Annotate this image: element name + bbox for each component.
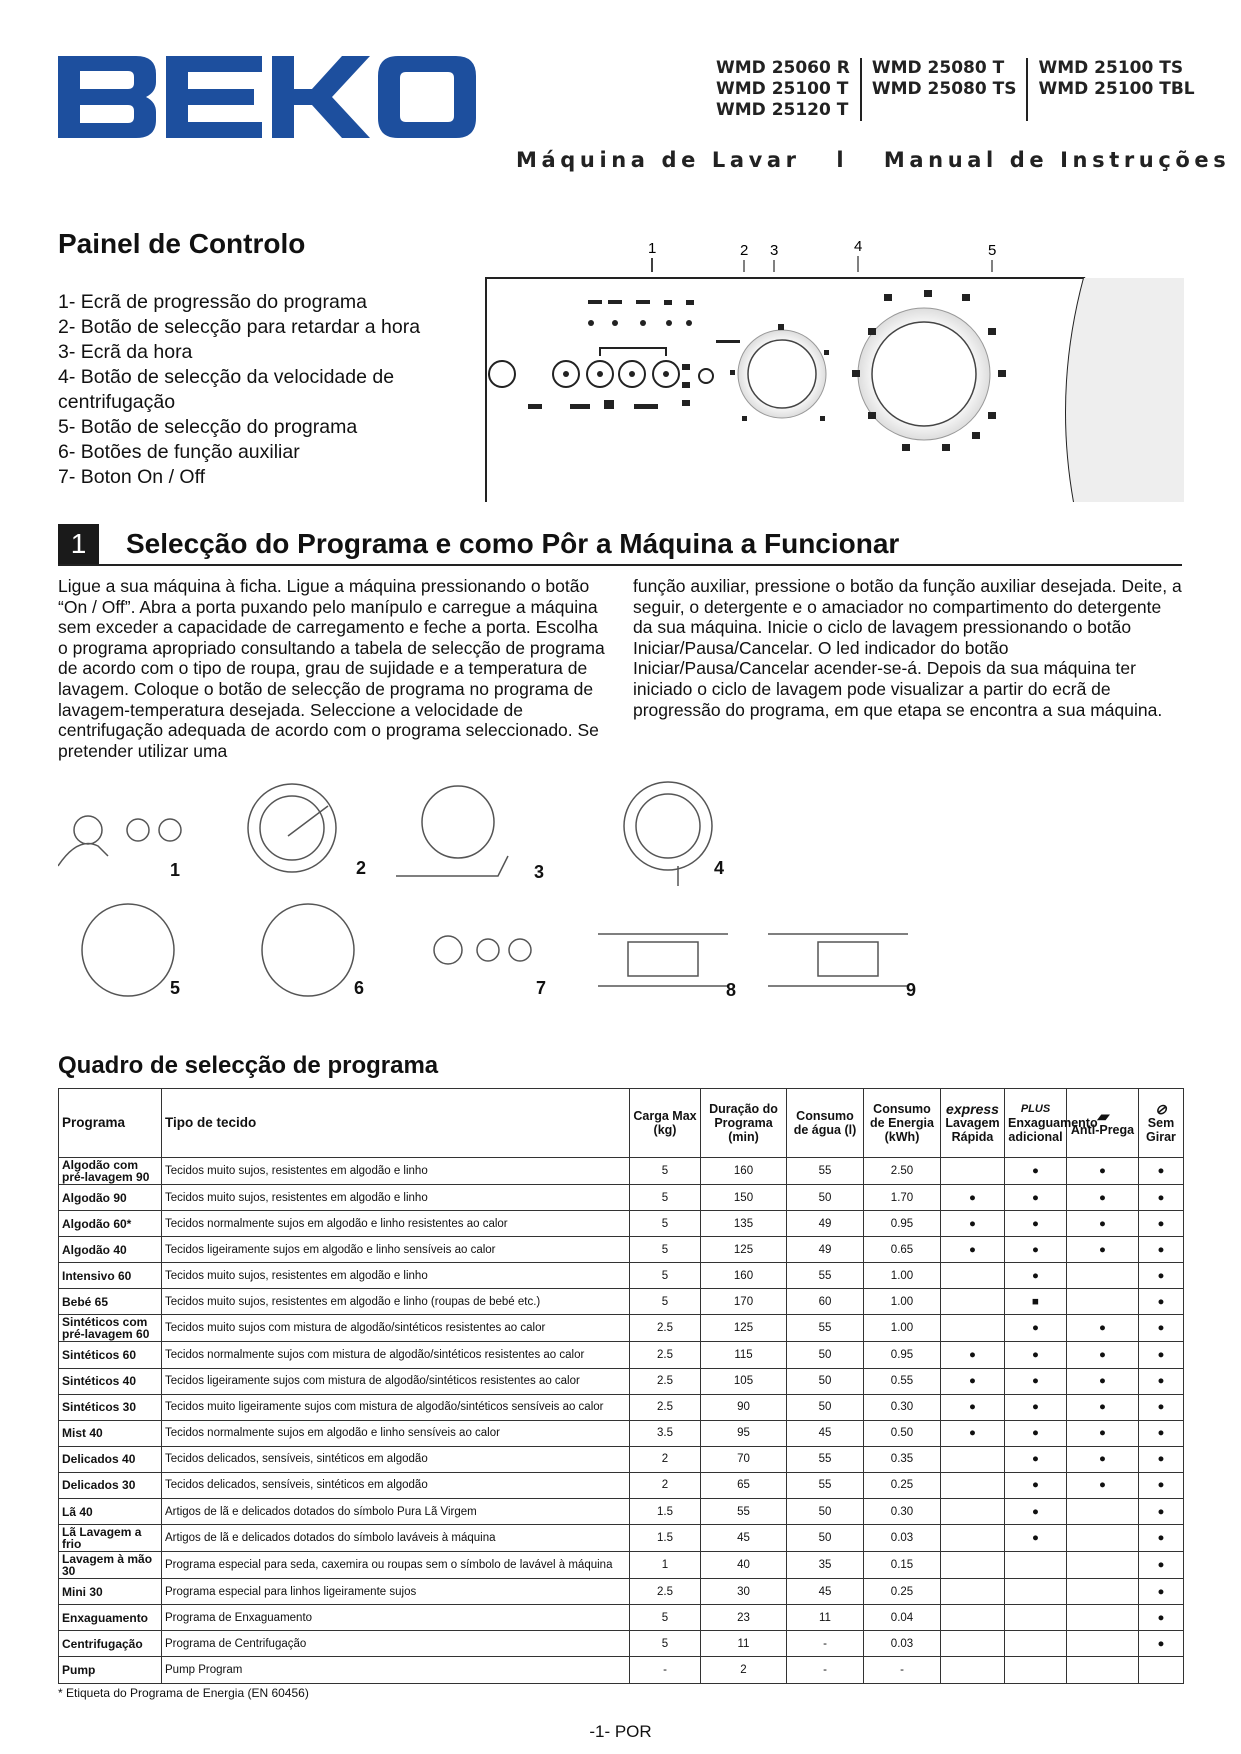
value-cell [1067,1289,1139,1315]
value-cell: 50 [787,1185,864,1211]
value-cell: ● [1005,1211,1067,1237]
value-cell: 45 [787,1420,864,1446]
value-cell: 0.25 [864,1472,941,1498]
value-cell: 2.5 [630,1394,701,1420]
value-cell: 0.55 [864,1368,941,1394]
model-name: WMD 25120 T [716,100,849,120]
value-cell: 0.03 [864,1525,941,1552]
value-cell: 5 [630,1237,701,1263]
value-cell [941,1472,1005,1498]
value-cell: 65 [701,1472,787,1498]
header-express: express Lavagem Rápida [941,1089,1005,1158]
value-cell: ● [1139,1446,1184,1472]
value-cell: 55 [787,1158,864,1185]
value-cell: ● [1005,1368,1067,1394]
fabric-type-cell: Tecidos muito sujos, resistentes em algodão e linho [162,1263,630,1289]
value-cell: ● [1139,1552,1184,1579]
callout-1: 1 [648,240,657,257]
program-name-cell: Algodão 40 [59,1237,162,1263]
table-row [59,1420,1184,1446]
table-row [59,1237,1184,1263]
value-cell [1067,1499,1139,1525]
instructions-paragraph-right: função auxiliar, pressione o botão da função auxiliar desejada. Deite, a seguir, o detergente e o amaciador no compartimento do detergente da sua máquina. Inicie o ciclo de lavagem pressionando o botão Iniciar/Pausa/Cancelar. O led indicador do botão Iniciar/Pausa/Cancelar acender-se-á. Depois da sua máquina ter iniciado o ciclo de lavagem pode visualizar a partir do ecrã de progressão do programa, em que etapa se encontra a sua máquina. [633,576,1182,720]
value-cell: 70 [701,1446,787,1472]
table-row [59,1605,1184,1631]
value-cell: ● [941,1394,1005,1420]
no-spin-icon: ⊘ [1155,1101,1167,1117]
value-cell [941,1446,1005,1472]
value-cell: 0.35 [864,1446,941,1472]
value-cell: 5 [630,1631,701,1657]
value-cell: ● [1139,1394,1184,1420]
table-row [59,1499,1184,1525]
value-cell: ● [1067,1368,1139,1394]
value-cell [1067,1552,1139,1579]
value-cell [941,1605,1005,1631]
value-cell: 1.00 [864,1289,941,1315]
program-name-cell: Enxaguamento [59,1605,162,1631]
value-cell: 90 [701,1394,787,1420]
program-name-cell: Mini 30 [59,1579,162,1605]
value-cell: 2.5 [630,1342,701,1368]
value-cell: ● [1139,1315,1184,1342]
table-row [59,1211,1184,1237]
fabric-type-cell: Tecidos muito ligeiramente sujos com mistura de algodão/sintéticos sensíveis ao calor [162,1394,630,1420]
value-cell: 50 [787,1525,864,1552]
value-cell [941,1525,1005,1552]
value-cell: ● [1139,1499,1184,1525]
value-cell [941,1289,1005,1315]
value-cell: ● [1005,1185,1067,1211]
value-cell: 2 [701,1657,787,1683]
step-number: 4 [714,858,725,878]
value-cell: ● [1139,1237,1184,1263]
value-cell [1005,1631,1067,1657]
value-cell: ● [1139,1263,1184,1289]
value-cell: ● [1139,1525,1184,1552]
table-row [59,1579,1184,1605]
panel-legend-item: 5- Botão de selecção do programa [58,416,358,438]
value-cell [1005,1579,1067,1605]
header-programa: Programa [59,1089,162,1158]
value-cell: ● [1067,1158,1139,1185]
table-row [59,1185,1184,1211]
table-header-row [59,1089,1184,1158]
value-cell: 50 [787,1368,864,1394]
value-cell: ■ [1005,1289,1067,1315]
value-cell: ● [1005,1499,1067,1525]
value-cell: ● [941,1368,1005,1394]
program-name-cell: Lavagem à mão 30 [59,1552,162,1579]
value-cell [941,1315,1005,1342]
model-column-1 [716,58,860,121]
table-row [59,1263,1184,1289]
value-cell: 1.00 [864,1263,941,1289]
value-cell: 5 [630,1158,701,1185]
value-cell: 5 [630,1185,701,1211]
value-cell: 125 [701,1237,787,1263]
value-cell: ● [1139,1185,1184,1211]
table-row [59,1525,1184,1552]
value-cell: 2.50 [864,1158,941,1185]
value-cell: 2.5 [630,1579,701,1605]
program-name-cell: Algodão 60* [59,1211,162,1237]
value-cell [1005,1552,1067,1579]
value-cell: 105 [701,1368,787,1394]
page-number: -1- POR [589,1722,652,1741]
table-title: Quadro de selecção de programa [58,1052,439,1079]
value-cell: 50 [787,1342,864,1368]
value-cell: 11 [701,1631,787,1657]
step-number: 3 [534,862,545,882]
fabric-type-cell: Pump Program [162,1657,630,1683]
value-cell: ● [1139,1289,1184,1315]
value-cell: - [864,1657,941,1683]
value-cell: 0.30 [864,1499,941,1525]
value-cell: 2.5 [630,1368,701,1394]
value-cell: 30 [701,1579,787,1605]
value-cell: ● [1139,1158,1184,1185]
table-row [59,1631,1184,1657]
model-name: WMD 25060 R [716,58,850,78]
value-cell: ● [941,1342,1005,1368]
value-cell [941,1263,1005,1289]
step-number: 6 [354,978,365,998]
instructions-paragraph-left: Ligue a sua máquina à ficha. Ligue a máquina pressionando o botão “On / Off”. Abra a porta puxando pelo manípulo e carregue a máquina sem exceder a capacidade de carregamento e feche a porta. Escolha o programa apropriado consultando a tabela de selecção de programa de acordo com o tipo de roupa, grau de sujidade e a temperatura de lavagem. Coloque o botão de selecção de programa no programa de lavagem-temperatura desejada. Seleccione a velocidade de centrifugação adequada de acordo com o programa seleccionado. Se pretender utilizar uma [58,576,605,761]
value-cell [941,1499,1005,1525]
table-row [59,1657,1184,1683]
value-cell: 5 [630,1289,701,1315]
value-cell: 50 [787,1394,864,1420]
value-cell: 1 [630,1552,701,1579]
model-column-2 [860,58,1027,121]
fabric-type-cell: Programa especial para linhos ligeiramente sujos [162,1579,630,1605]
beko-logo [58,56,476,138]
document-subtitle: Máquina de Lavar l Manual de Instruções [516,148,1231,172]
model-name: WMD 25100 TBL [1038,79,1195,99]
value-cell: ● [1005,1446,1067,1472]
model-list [716,58,1205,121]
value-cell: 5 [630,1605,701,1631]
value-cell: 55 [701,1499,787,1525]
table-row [59,1394,1184,1420]
table-row [59,1289,1184,1315]
step-number: 7 [536,978,547,998]
value-cell: 55 [787,1315,864,1342]
value-cell [1067,1263,1139,1289]
fabric-type-cell: Tecidos muito sujos, resistentes em algodão e linho (roupas de bebé etc.) [162,1289,630,1315]
table-row [59,1342,1184,1368]
fabric-type-cell: Tecidos normalmente sujos em algodão e linho sensíveis ao calor [162,1420,630,1446]
value-cell: 0.65 [864,1237,941,1263]
value-cell: - [787,1657,864,1683]
value-cell: ● [1005,1237,1067,1263]
value-cell: 40 [701,1552,787,1579]
header-tecido: Tipo de tecido [162,1089,630,1158]
value-cell: ● [1139,1211,1184,1237]
panel-legend-item: 7- Boton On / Off [58,466,206,488]
panel-title: Painel de Controlo [58,228,306,259]
value-cell: 0.50 [864,1420,941,1446]
program-name-cell: Delicados 30 [59,1472,162,1498]
model-column-3 [1026,58,1204,121]
value-cell: ● [1067,1472,1139,1498]
value-cell: 55 [787,1446,864,1472]
value-cell: 1.5 [630,1525,701,1552]
program-name-cell: Algodão com pré-lavagem 90 [59,1158,162,1185]
value-cell: 49 [787,1237,864,1263]
step-number: 2 [356,858,367,878]
fabric-type-cell: Tecidos muito sujos, resistentes em algodão e linho [162,1185,630,1211]
header-semgirar: ⊘ Sem Girar [1139,1089,1184,1158]
table-row [59,1472,1184,1498]
program-name-cell: Algodão 90 [59,1185,162,1211]
value-cell: 125 [701,1315,787,1342]
value-cell: ● [1067,1420,1139,1446]
program-name-cell: Centrifugação [59,1631,162,1657]
value-cell: 0.04 [864,1605,941,1631]
value-cell: 45 [787,1579,864,1605]
value-cell [941,1552,1005,1579]
value-cell: 150 [701,1185,787,1211]
callout-5: 5 [988,242,997,259]
value-cell: 160 [701,1263,787,1289]
value-cell: ● [1067,1446,1139,1472]
value-cell: ● [1139,1420,1184,1446]
value-cell: - [630,1657,701,1683]
program-name-cell: Delicados 40 [59,1446,162,1472]
value-cell: 0.30 [864,1394,941,1420]
callout-2: 2 [740,242,749,259]
plus-rinse-icon: PLUS [1020,1103,1051,1115]
value-cell: ● [1005,1525,1067,1552]
value-cell: ● [1005,1472,1067,1498]
panel-legend-item: 4- Botão de selecção da velocidade de centrifugação [58,366,395,413]
fabric-type-cell: Tecidos normalmente sujos com mistura de algodão/sintéticos resistentes ao calor [162,1342,630,1368]
value-cell: 55 [787,1263,864,1289]
value-cell: 135 [701,1211,787,1237]
model-name: WMD 25100 T [716,79,849,99]
value-cell: ● [1139,1472,1184,1498]
fabric-type-cell: Artigos de lã e delicados dotados do símbolo Pura Lã Virgem [162,1499,630,1525]
value-cell: ● [1067,1315,1139,1342]
header-duracao: Duração do Programa (min) [701,1089,787,1158]
value-cell: ● [1067,1342,1139,1368]
value-cell: 0.25 [864,1579,941,1605]
step-number: 5 [170,978,181,998]
value-cell: 1.5 [630,1499,701,1525]
value-cell [941,1579,1005,1605]
header-carga: Carga Max (kg) [630,1089,701,1158]
value-cell: ● [1139,1579,1184,1605]
iron-icon: ▰ [1097,1108,1108,1124]
header-energia: Consumo de Energia (kWh) [864,1089,941,1158]
value-cell: 23 [701,1605,787,1631]
panel-legend-item: 1- Ecrã de progressão do programa [58,291,367,313]
step-illustrations [58,776,988,1004]
value-cell: 2.5 [630,1315,701,1342]
callout-3: 3 [770,242,779,259]
value-cell: 11 [787,1605,864,1631]
value-cell: 0.95 [864,1342,941,1368]
value-cell: ● [1067,1394,1139,1420]
value-cell: 95 [701,1420,787,1446]
section-title: Selecção do Programa e como Pôr a Máquina a Funcionar [126,528,900,559]
value-cell [1067,1525,1139,1552]
table-body [59,1158,1184,1684]
value-cell [1067,1631,1139,1657]
fabric-type-cell: Tecidos muito sujos com mistura de algodão/sintéticos resistentes ao calor [162,1315,630,1342]
panel-legend-item: 6- Botões de função auxiliar [58,441,300,463]
value-cell: 5 [630,1211,701,1237]
value-cell: 0.03 [864,1631,941,1657]
fabric-type-cell: Tecidos ligeiramente sujos em algodão e linho sensíveis ao calor [162,1237,630,1263]
step-number: 8 [726,980,737,1000]
panel-legend-item: 3- Ecrã da hora [58,341,193,363]
value-cell: ● [1067,1185,1139,1211]
header-agua: Consumo de água (l) [787,1089,864,1158]
express-icon: express [946,1101,999,1117]
value-cell: ● [1005,1158,1067,1185]
value-cell: 3.5 [630,1420,701,1446]
header-plus: PLUS Enxaguamento adicional [1005,1089,1067,1158]
value-cell [941,1631,1005,1657]
fabric-type-cell: Programa de Centrifugação [162,1631,630,1657]
value-cell: 49 [787,1211,864,1237]
value-cell [1005,1657,1067,1683]
value-cell [1067,1579,1139,1605]
control-panel-illustration [484,240,1184,502]
value-cell: 5 [630,1263,701,1289]
fabric-type-cell: Tecidos muito sujos, resistentes em algodão e linho [162,1158,630,1185]
footnote: * Etiqueta do Programa de Energia (EN 60456) [58,1686,309,1700]
table-row [59,1552,1184,1579]
program-name-cell: Sintéticos 40 [59,1368,162,1394]
value-cell: ● [1005,1263,1067,1289]
model-name: WMD 25080 T [871,58,1005,78]
model-name: WMD 25100 TS [1038,58,1184,78]
value-cell: 1.70 [864,1185,941,1211]
value-cell: 160 [701,1158,787,1185]
value-cell: 170 [701,1289,787,1315]
table-row [59,1158,1184,1185]
fabric-type-cell: Programa especial para seda, caxemira ou roupas sem o símbolo de lavável à máquina [162,1552,630,1579]
fabric-type-cell: Programa de Enxaguamento [162,1605,630,1631]
value-cell: 60 [787,1289,864,1315]
value-cell [1005,1605,1067,1631]
value-cell: ● [1067,1237,1139,1263]
table-row [59,1368,1184,1394]
value-cell: ● [941,1211,1005,1237]
table-row [59,1315,1184,1342]
value-cell: ● [941,1185,1005,1211]
value-cell: ● [1005,1315,1067,1342]
fabric-type-cell: Tecidos normalmente sujos em algodão e linho resistentes ao calor [162,1211,630,1237]
step-number: 1 [170,860,181,880]
value-cell [941,1657,1005,1683]
value-cell: ● [1139,1342,1184,1368]
value-cell: 115 [701,1342,787,1368]
value-cell: - [787,1631,864,1657]
program-name-cell: Lã 40 [59,1499,162,1525]
step-number: 9 [906,980,917,1000]
fabric-type-cell: Tecidos delicados, sensíveis, sintéticos em algodão [162,1446,630,1472]
program-name-cell: Pump [59,1657,162,1683]
program-name-cell: Intensivo 60 [59,1263,162,1289]
value-cell: ● [1005,1342,1067,1368]
program-name-cell: Sintéticos com pré-lavagem 60 [59,1315,162,1342]
header-antiprega: ▰ Anti-Prega [1067,1089,1139,1158]
value-cell: ● [1067,1211,1139,1237]
value-cell: ● [1005,1394,1067,1420]
value-cell: ● [1005,1420,1067,1446]
program-name-cell: Lã Lavagem a frio [59,1525,162,1552]
program-name-cell: Bebé 65 [59,1289,162,1315]
program-name-cell: Sintéticos 30 [59,1394,162,1420]
panel-legend-list [58,290,458,490]
value-cell [1067,1605,1139,1631]
value-cell: 0.95 [864,1211,941,1237]
section-number: 1 [58,524,99,564]
program-name-cell: Sintéticos 60 [59,1342,162,1368]
value-cell: 2 [630,1472,701,1498]
section-divider [58,564,1182,566]
callout-4: 4 [854,240,863,255]
panel-legend-item: 2- Botão de selecção para retardar a hora [58,316,421,338]
table-row [59,1446,1184,1472]
fabric-type-cell: Tecidos ligeiramente sujos com mistura de algodão/sintéticos resistentes ao calor [162,1368,630,1394]
value-cell [1067,1657,1139,1683]
value-cell: 45 [701,1525,787,1552]
value-cell: 55 [787,1472,864,1498]
value-cell: 35 [787,1552,864,1579]
program-table [58,1088,1184,1684]
value-cell: 2 [630,1446,701,1472]
fabric-type-cell: Artigos de lã e delicados dotados do símbolo laváveis à máquina [162,1525,630,1552]
value-cell: 1.00 [864,1315,941,1342]
value-cell: ● [941,1237,1005,1263]
program-name-cell: Mist 40 [59,1420,162,1446]
value-cell: 50 [787,1499,864,1525]
value-cell: ● [1139,1605,1184,1631]
value-cell: ● [1139,1631,1184,1657]
value-cell [941,1158,1005,1185]
fabric-type-cell: Tecidos delicados, sensíveis, sintéticos em algodão [162,1472,630,1498]
value-cell [1139,1657,1184,1683]
model-name: WMD 25080 TS [871,79,1017,99]
value-cell: ● [941,1420,1005,1446]
value-cell: 0.15 [864,1552,941,1579]
value-cell: ● [1139,1368,1184,1394]
